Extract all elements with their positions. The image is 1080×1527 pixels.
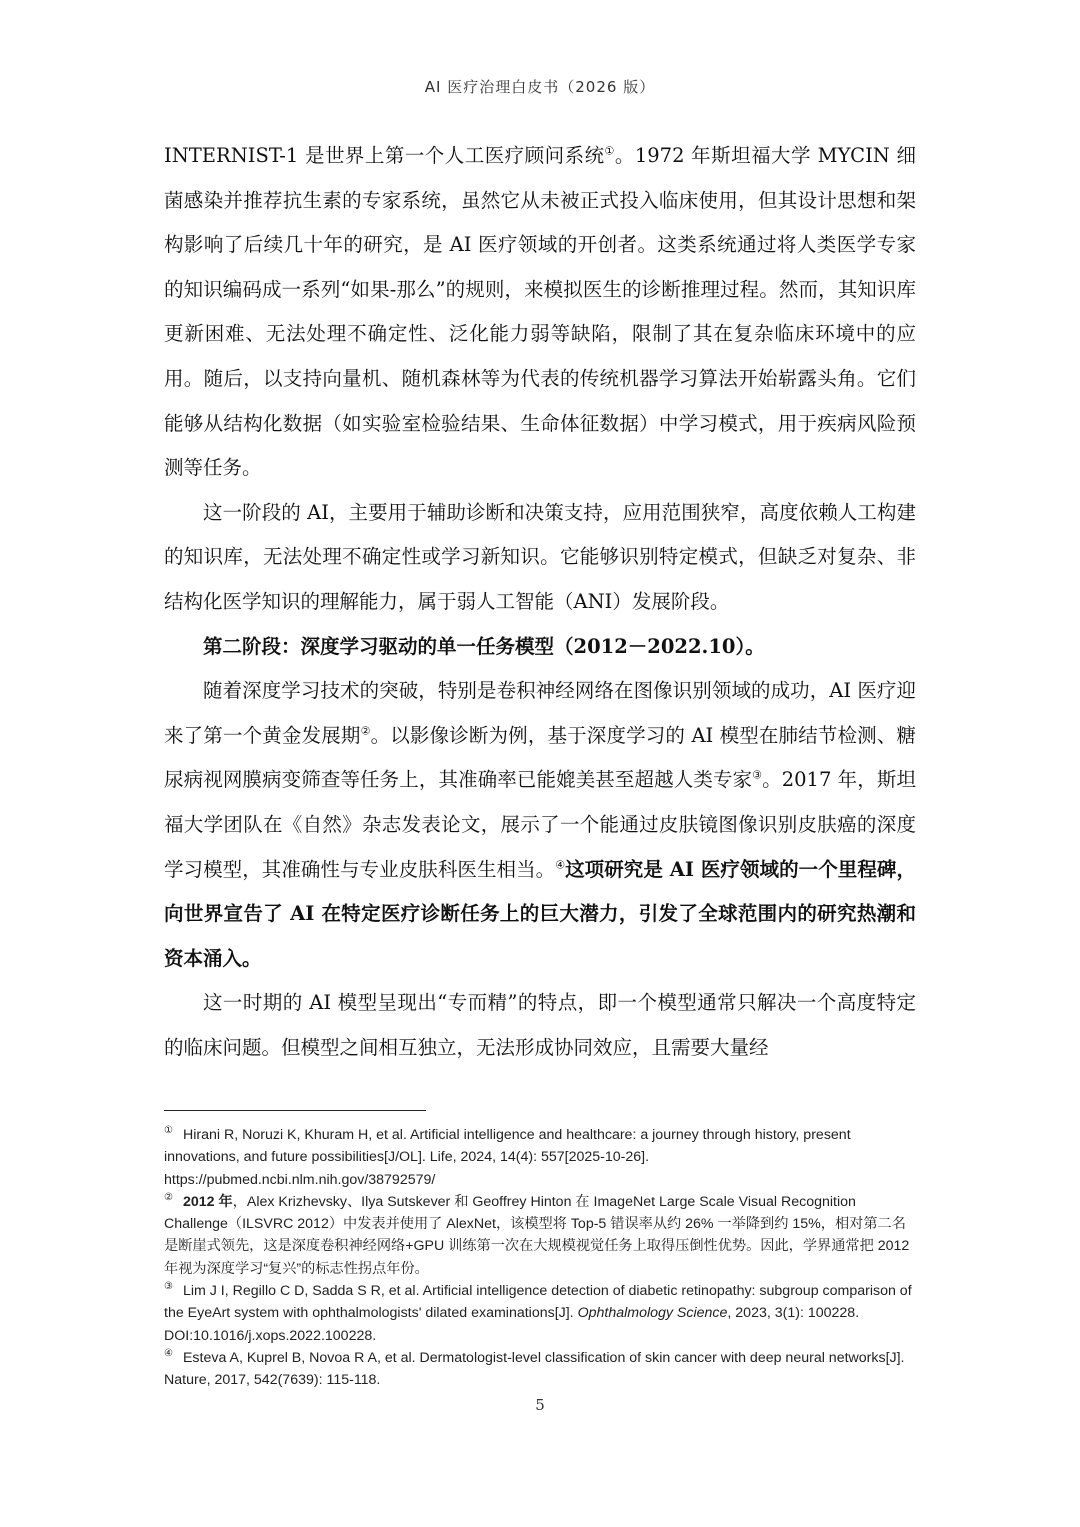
bold-emphasis: 这项研究是 AI 医疗领域的一个里程碑，向世界宣告了 AI 在特定医疗诊断任务上的巨大潜力，引发了全球范围内的研究热潮和资本涌入。 xyxy=(164,857,916,970)
footnote-3: ③ Lim J I, Regillo C D, Sadda S R, et al. Artificial intelligence detection of diabetic retinopathy: subgroup comparison of the EyeArt system with ophthalmologists' dilated examinations[J]. Ophthalmology Science, 2023, 3(1): 100228. DOI:10.1016/j.xops.2022.100228. xyxy=(164,1281,912,1344)
footnote-ref-2[interactable]: ② xyxy=(360,724,371,738)
paragraph-3: 随着深度学习技术的突破，特别是卷积神经网络在图像识别领域的成功，AI 医疗迎来了第一个黄金发展期②。以影像诊断为例，基于深度学习的 AI 模型在肺结节检测、糖尿病视网膜病变筛查等任务上，其准确率已能媲美甚至超越人类专家③。2017 年，斯坦福大学团队在《自然》杂志发表论文，展示了一个能通过皮肤镜图像识别皮肤癌的深度学习模型，其准确性与专业皮肤科医生相当。④这项研究是 AI 医疗领域的一个里程碑，向世界宣告了 AI 在特定医疗诊断任务上的巨大潜力，引发了全球范围内的研究热潮和资本涌入。 xyxy=(164,679,916,970)
body-text xyxy=(164,134,916,1070)
page-number: 5 xyxy=(535,1396,545,1414)
section-heading: 第二阶段：深度学习驱动的单一任务模型（2012－2022.10）。 xyxy=(203,634,765,658)
footnote-1: ① Hirani R, Noruzi K, Khuram H, et al. Artificial intelligence and healthcare: a journey through history, present innovations, and future possibilities[J/OL]. Life, 2024, 14(4): 557[2025-10-26]. https://pubmed.ncbi.nlm.nih.gov/38792579/ xyxy=(164,1125,851,1188)
paragraph-2: 这一阶段的 AI，主要用于辅助诊断和决策支持，应用范围狭窄，高度依赖人工构建的知识库，无法处理不确定性或学习新知识。它能够识别特定模式，但缺乏对复杂、非结构化医学知识的理解能力，属于弱人工智能（ANI）发展阶段。 xyxy=(164,500,916,613)
running-header: AI 医疗治理白皮书（2026 版） xyxy=(424,78,656,96)
footnote-ref-3[interactable]: ③ xyxy=(752,768,763,782)
footnote-ref-4[interactable]: ④ xyxy=(555,858,566,871)
footnote-ref-1[interactable]: ① xyxy=(604,144,615,158)
paragraph-1: INTERNIST-1 是世界上第一个人工医疗顾问系统①。1972 年斯坦福大学 MYCIN 细菌感染并推荐抗生素的专家系统，虽然它从未被正式投入临床使用，但其设计思想和架构影响了后续几十年的研究，是 AI 医疗领域的开创者。这类系统通过将人类医学专家的知识编码成一系列“如果-那么”的规则，来模拟医生的诊断推理过程。然而，其知识库更新困难、无法处理不确定性、泛化能力弱等缺陷，限制了其在复杂临床环境中的应用。随后，以支持向量机、随机森林等为代表的传统机器学习算法开始崭露头角。它们能够从结构化数据（如实验室检验结果、生命体征数据）中学习模式，用于疾病风险预测等任务。 xyxy=(164,144,917,480)
footnotes xyxy=(164,1124,916,1392)
footnote-2: ② 2012 年，Alex Krizhevsky、Ilya Sutskever 和 Geoffrey Hinton 在 ImageNet Large Scale Visual Recognition Challenge（ILSVRC 2012）中发表并使用了 AlexNet，该模型将 Top-5 错误率从约 26% 一举降到约 15%，相对第二名是断崖式领先，这是深度卷积神经网络+GPU 训练第一次在大规模视觉任务上取得压倒性优势。因此，学界通常把 2012 年视为深度学习“复兴”的标志性拐点年份。 xyxy=(164,1192,910,1277)
paragraph-4: 这一时期的 AI 模型呈现出“专而精”的特点，即一个模型通常只解决一个高度特定的临床问题。但模型之间相互独立，无法形成协同效应，且需要大量经 xyxy=(164,991,916,1059)
footnote-4: ④ Esteva A, Kuprel B, Novoa R A, et al. Dermatologist-level classification of skin cancer with deep neural networks[J]. Nature, 2017, 542(7639): 115-118. xyxy=(164,1348,905,1389)
footnote-separator xyxy=(164,1110,426,1111)
